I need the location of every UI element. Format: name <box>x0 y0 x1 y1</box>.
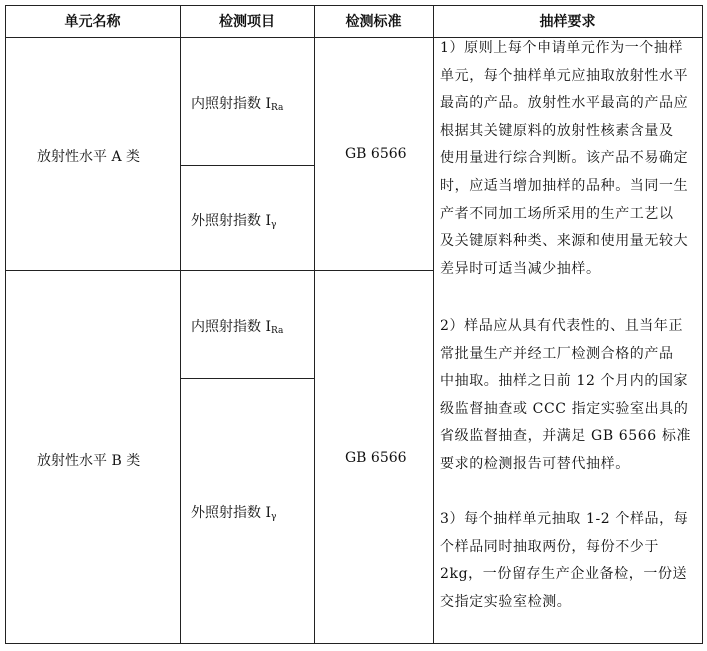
table-border <box>702 5 703 644</box>
subscript: Ra <box>270 326 284 336</box>
requirement-3 <box>440 506 688 616</box>
test-item <box>191 93 283 113</box>
test-item-label: 内照射指数 I <box>191 319 271 335</box>
header-unit-name: 单元名称 <box>64 14 121 30</box>
test-standard: GB 6566 <box>345 146 407 162</box>
col-divider <box>180 5 181 644</box>
col-divider <box>433 5 434 644</box>
requirement-line: 个样品同时抽取两份，每份不少于 <box>440 538 659 555</box>
subscript: γ <box>270 512 277 522</box>
requirement-line: 最高的产品。放射性水平最高的产品应 <box>440 95 689 112</box>
requirement-2 <box>440 313 691 479</box>
requirement-line: 单元，每个抽样单元应抽取放射性水平 <box>440 67 689 84</box>
col-divider <box>314 5 315 644</box>
row-divider <box>180 378 314 379</box>
requirement-line: 产者不同加工场所采用的生产工艺以 <box>440 205 674 222</box>
requirement-line: 省级监督抽查，并满足 GB 6566 标准 <box>440 428 692 445</box>
header-sampling-req: 抽样要求 <box>539 14 596 30</box>
requirement-line: 级监督抽查或 CCC 指定实验室出具的 <box>440 400 689 417</box>
unit-name: 放射性水平 A 类 <box>37 149 141 165</box>
subscript: γ <box>270 220 277 230</box>
requirement-line: 要求的检测报告可替代抽样。 <box>440 455 630 472</box>
row-divider <box>5 270 433 271</box>
requirement-line: 常批量生产并经工厂检测合格的产品 <box>440 345 674 362</box>
test-item-label: 内照射指数 I <box>191 96 271 112</box>
test-item-label: 外照射指数 I <box>191 213 271 229</box>
row-divider <box>180 165 314 166</box>
test-item <box>191 210 276 230</box>
table-border <box>5 5 703 6</box>
table-border <box>5 5 6 644</box>
requirement-line: 3）每个抽样单元抽取 1-2 个样品，每 <box>440 511 689 527</box>
requirement-line: 2kg，一份留存生产企业备检，一份送 <box>440 566 688 583</box>
test-standard: GB 6566 <box>345 450 407 466</box>
requirement-line: 差异时可适当减少抽样。 <box>440 260 601 277</box>
requirement-line: 2）样品应从具有代表性的、且当年正 <box>440 318 684 334</box>
table-border <box>5 643 703 644</box>
requirement-line: 交指定实验室检测。 <box>440 593 572 610</box>
test-item <box>191 316 283 336</box>
requirement-1 <box>440 35 688 283</box>
unit-name: 放射性水平 B 类 <box>37 453 141 469</box>
subscript: Ra <box>270 103 284 113</box>
header-test-item: 检测项目 <box>219 14 275 30</box>
requirement-line: 根据其关键原料的放射性核素含量及 <box>440 122 674 139</box>
requirement-line: 1）原则上每个申请单元作为一个抽样 <box>440 40 684 56</box>
requirement-line: 及关键原料种类、来源和使用量无较大 <box>440 233 689 250</box>
test-item-label: 外照射指数 I <box>191 505 271 521</box>
requirement-line: 时，应适当增加抽样的品种。当同一生 <box>440 177 689 194</box>
test-item <box>191 502 276 522</box>
requirement-line: 中抽取。抽样之日前 12 个月内的国家 <box>440 373 689 390</box>
requirement-line: 使用量进行综合判断。该产品不易确定 <box>440 150 689 167</box>
header-test-standard: 检测标准 <box>345 14 402 30</box>
